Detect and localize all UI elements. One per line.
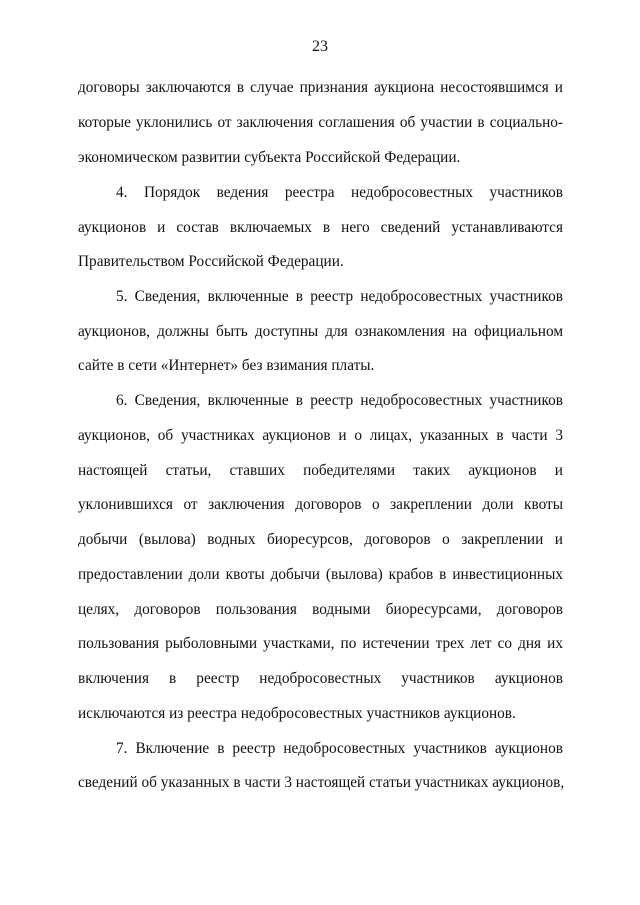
text-line: включения в реестр недобросовестных участников аукционов	[78, 670, 563, 687]
page-number: 23	[312, 38, 328, 55]
text-line: договоры заключаются в случае признания аукциона несостоявшимся и	[78, 79, 563, 96]
text-line: добычи (вылова) водных биоресурсов, договоров о закреплении и	[78, 531, 563, 548]
text-line: предоставлении доли квоты добычи (вылова) крабов в инвестиционных	[78, 566, 563, 583]
text-line: экономическом развитии субъекта Российской Федерации.	[78, 149, 461, 166]
text-line: сайте в сети «Интернет» без взимания платы.	[78, 357, 375, 374]
text-line: уклонившихся от заключения договоров о закреплении доли квоты	[78, 496, 563, 513]
text-line: исключаются из реестра недобросовестных участников аукционов.	[78, 705, 516, 722]
text-line: сведений об указанных в части 3 настоящей статьи участниках аукционов,	[78, 774, 565, 791]
text-line: настоящей статьи, ставших победителями таких аукционов и	[78, 462, 563, 479]
text-line: аукционов, об участниках аукционов и о лицах, указанных в части 3	[78, 427, 563, 444]
paragraph-4-start: 4. Порядок ведения реестра недобросовестных участников	[116, 184, 563, 201]
paragraph-7-start: 7. Включение в реестр недобросовестных участников аукционов	[116, 740, 563, 757]
text-line: аукционов и состав включаемых в него сведений устанавливаются	[78, 219, 563, 236]
text-line: Правительством Российской Федерации.	[78, 253, 344, 270]
paragraph-6-start: 6. Сведения, включенные в реестр недобросовестных участников	[116, 392, 563, 409]
text-line: целях, договоров пользования водными биоресурсами, договоров	[78, 601, 563, 618]
text-line: аукционов, должны быть доступны для ознакомления на официальном	[78, 323, 563, 340]
paragraph-5-start: 5. Сведения, включенные в реестр недобросовестных участников	[116, 288, 563, 305]
text-line: которые уклонились от заключения соглашения об участии в социально-	[78, 114, 563, 131]
text-line: пользования рыболовными участками, по истечении трех лет со дня их	[78, 635, 563, 652]
